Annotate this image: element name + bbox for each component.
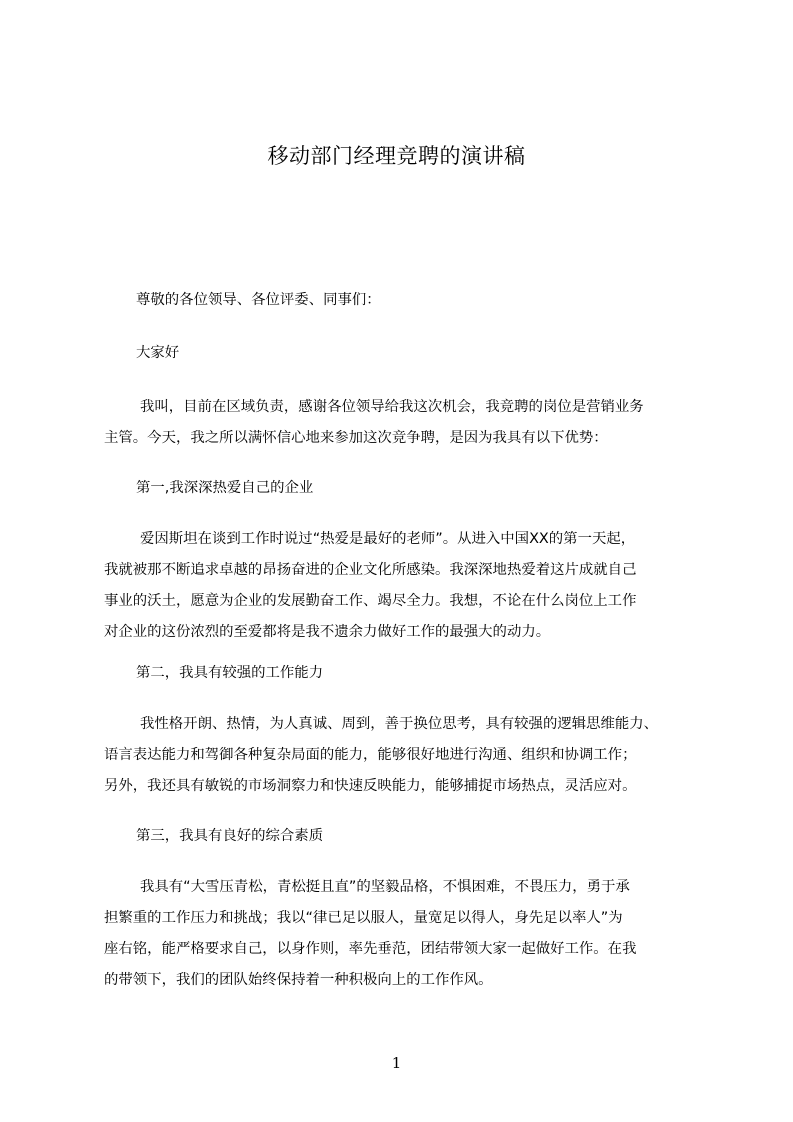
point3-heading-paragraph (104, 821, 696, 852)
text-line: 主管。今天，我之所以满怀信心地来参加这次竞争聘，是因为我具有以下优势： (104, 430, 608, 446)
text-line: 我就被那不断追求卓越的昂扬奋进的企业文化所感染。我深深地热爱着这片成就自己 (104, 562, 637, 578)
text-line: 我叫，目前在区域负责，感谢各位领导给我这次机会，我竞聘的岗位是营销业务 (140, 399, 644, 415)
text-line: 我性格开朗、热情，为人真诚、周到，善于换位思考，具有较强的逻辑思维能力、 (140, 716, 659, 732)
point1-heading: 第一,我深深热爱自己的企业 (136, 480, 314, 496)
text-line: 语言表达能力和驾御各种复杂局面的能力，能够很好地进行沟通、组织和协调工作； (104, 747, 637, 763)
greeting-line: 大家好 (136, 345, 180, 361)
document-title: 移动部门经理竞聘的演讲稿 (267, 144, 526, 168)
text-line: 爱因斯坦在谈到工作时说过“热爱是最好的老师”。从进入中国XX的第一天起， (140, 531, 636, 547)
point2-body-paragraph (104, 709, 696, 802)
text-line: 座右铭，能严格要求自己，以身作则，率先垂范，团结带领大家一起做好工作。在我 (104, 941, 637, 957)
point2-heading: 第二，我具有较强的工作能力 (136, 665, 324, 681)
text-line: 事业的沃土，愿意为企业的发展勤奋工作、竭尽全力。我想，不论在什么岗位上工作 (104, 593, 637, 609)
salutation-line: 尊敬的各位领导、各位评委、同事们： (136, 292, 381, 308)
text-line: 我具有“大雪压青松，青松挺且直”的坚毅品格，不惧困难，不畏压力，勇于承 (140, 879, 630, 895)
greeting-paragraph (104, 338, 696, 369)
point2-heading-paragraph (104, 658, 696, 689)
point3-body-paragraph (104, 872, 696, 996)
text-line: 另外，我还具有敏锐的市场洞察力和快速反映能力，能够捕捉市场热点，灵活应对。 (104, 778, 637, 794)
point1-body-paragraph (104, 524, 696, 648)
intro-paragraph (104, 392, 696, 454)
page-number: 1 (391, 1054, 402, 1072)
salutation-paragraph (104, 285, 696, 316)
point1-heading-paragraph (104, 473, 696, 504)
text-line: 担繁重的工作压力和挑战；我以“律已足以服人，量宽足以得人，身先足以率人”为 (104, 910, 623, 926)
point3-heading: 第三，我具有良好的综合素质 (136, 828, 324, 844)
text-line: 的带领下，我们的团队始终保持着一种积极向上的工作作风。 (104, 972, 493, 988)
text-line: 对企业的这份浓烈的至爱都将是我不遗余力做好工作的最强大的动力。 (104, 624, 551, 640)
